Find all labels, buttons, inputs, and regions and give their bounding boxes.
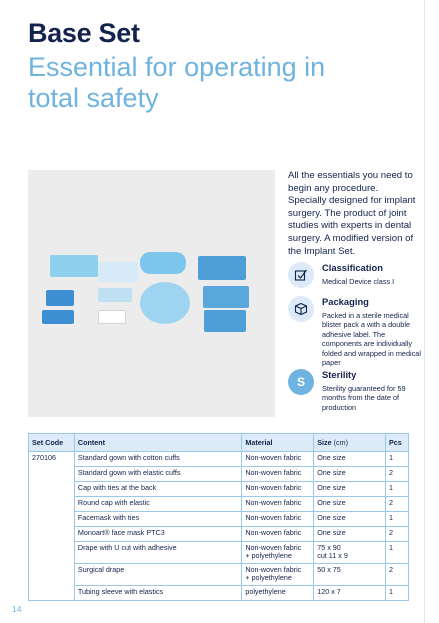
drape-product [50,255,98,277]
set-description: All the essentials you need to begin any procedure. Specially designed for implant surgery. The product of joint studies with experts in dental surgery. A modified version of the Implant Set. [288,170,416,257]
col-material: Material [242,434,314,452]
content-cell: Cap with ties at the back [74,482,241,497]
pcs-cell: 2 [385,497,408,512]
table-row [29,527,409,542]
size-cell: One size [314,527,386,542]
material-cell: Non-woven fabric + polyethylene [242,564,314,586]
pcs-cell: 1 [385,542,408,564]
size-unit: (cm) [333,438,348,447]
content-cell: Round cap with elastic [74,497,241,512]
pcs-cell: 2 [385,527,408,542]
drape2-product [42,310,74,324]
page-edge-rule [424,0,425,623]
page-title: Base Set [28,18,140,48]
col-set-code: Set Code [29,434,75,452]
table-row [29,467,409,482]
content-cell: Tubing sleeve with elastics [74,586,241,601]
size-cell: One size [314,482,386,497]
size-cell: One size [314,452,386,467]
material-cell: Non-woven fabric [242,527,314,542]
content-cell: Standard gown with cotton cuffs [74,452,241,467]
set-code-cell: 270106 [29,452,75,601]
pcs-cell: 1 [385,482,408,497]
col-size [314,434,386,452]
size-cell: One size [314,497,386,512]
feature-title: Classification [322,262,383,273]
pcs-cell: 1 [385,512,408,527]
check-box-icon [288,262,314,288]
material-cell: Non-woven fabric [242,467,314,482]
sleeve-product [46,290,74,306]
table-row [29,497,409,512]
material-cell: polyethylene [242,586,314,601]
feature-text: Sterility guaranteed for 59 months from the date of production [322,384,406,412]
size-cell: One size [314,512,386,527]
package-box-icon [288,296,314,322]
cap-product [140,252,186,274]
sterility-s-icon: S [288,369,314,395]
round-cap-product [140,282,190,324]
material-cell: Non-woven fabric [242,482,314,497]
feature-title: Packaging [322,296,369,307]
feature-title: Sterility [322,369,357,380]
surgical-drape-product [204,310,246,332]
feature-text: Packed in a sterile medical blister pack a with a double adhesive label. The components are individually folded and wrapped in medical paper [322,311,421,368]
table-row [29,586,409,601]
pcs-cell: 2 [385,564,408,586]
content-cell: Surgical drape [74,564,241,586]
table-row [29,542,409,564]
table-row [29,512,409,527]
size-label: Size [317,438,332,447]
content-cell: Standard gown with elastic cuffs [74,467,241,482]
material-cell: Non-woven fabric [242,512,314,527]
col-content: Content [74,434,241,452]
size-cell: 50 x 75 [314,564,386,586]
col-pcs: Pcs [385,434,408,452]
pcs-cell: 2 [385,467,408,482]
material-cell: Non-woven fabric + polyethylene [242,542,314,564]
components-table [28,433,409,601]
pcs-cell: 1 [385,586,408,601]
facemask-product [98,288,132,302]
content-cell: Monoart® face mask PTC3 [74,527,241,542]
table-row [29,564,409,586]
content-cell: Facemask with ties [74,512,241,527]
gown-product [198,256,246,280]
product-photo [28,170,275,417]
material-cell: Non-woven fabric [242,452,314,467]
feature-text: Medical Device class I [322,277,395,286]
page-number: 14 [12,604,22,614]
size-cell: 120 x 7 [314,586,386,601]
size-cell: 75 x 90 cut 11 x 9 [314,542,386,564]
size-cell: One size [314,467,386,482]
material-cell: Non-woven fabric [242,497,314,512]
label-product [98,310,126,324]
gown2-product [203,286,249,308]
page-subtitle: Essential for operating in total safety [28,52,326,113]
table-row [29,482,409,497]
pcs-cell: 1 [385,452,408,467]
content-cell: Drape with U cut with adhesive [74,542,241,564]
table-row [29,452,409,467]
mask-product [98,262,138,282]
